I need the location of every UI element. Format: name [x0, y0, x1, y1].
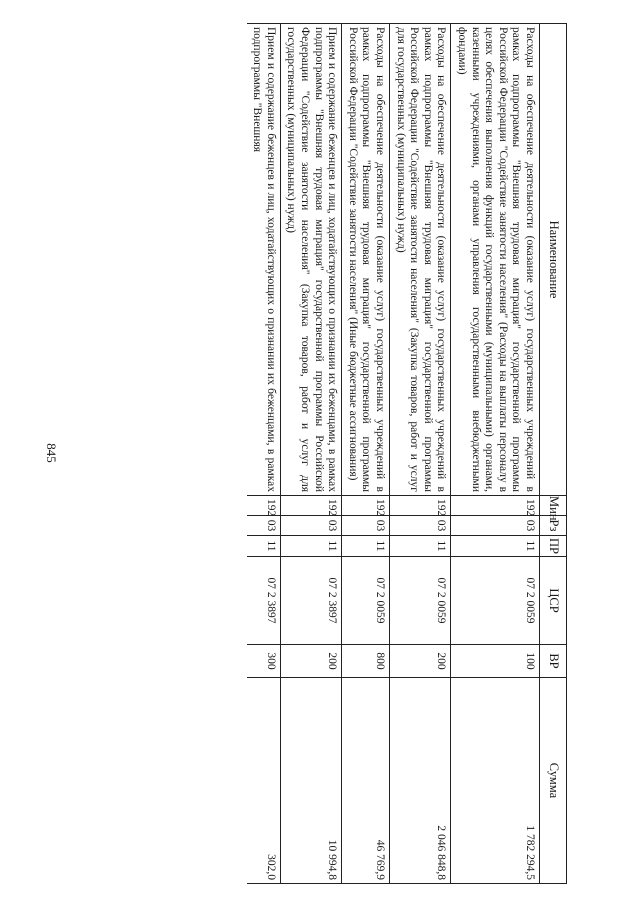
header-name: Наименование: [540, 24, 567, 496]
row-name: Расходы на обеспечение деятельности (оказание услуг) государственных учреждений в рамках подпрограммы "Внешняя трудовая миграция" государственной программы Российской Федерации "Содействие занятости населения" (Закупка товаров, работ и услуг для государственных (муниципальных) нужд): [390, 24, 451, 496]
table-row: [280, 24, 341, 884]
row-pr: 11: [451, 536, 540, 557]
row-csr: 07 2 3897: [247, 557, 281, 645]
row-vr: 300: [247, 645, 281, 678]
header-rz: Рз: [540, 516, 567, 536]
row-min: 192: [390, 496, 451, 516]
row-csr: 07 2 3897: [280, 557, 341, 645]
table-row: [451, 24, 540, 884]
row-sum: 302,0: [247, 678, 281, 884]
row-rz: 03: [247, 516, 281, 536]
budget-table-container: [82, 23, 567, 883]
row-rz: 03: [280, 516, 341, 536]
row-csr: 07 2 0059: [342, 557, 390, 645]
row-min: 192: [247, 496, 281, 516]
row-name: Расходы на обеспечение деятельности (оказание услуг) государственных учреждений в рамках подпрограммы "Внешняя трудовая миграция" государственной программы Российской Федерации "Содействие занятости населения" (Расходы на выплаты персоналу в целях обеспечения выполнения функций государственными (муниципальными) органами, казенными учреждениями, органами управления государственными внебюджетными фондами): [451, 24, 540, 496]
row-rz: 03: [451, 516, 540, 536]
header-pr: ПР: [540, 536, 567, 557]
row-pr: 11: [390, 536, 451, 557]
row-min: 192: [280, 496, 341, 516]
header-vr: ВР: [540, 645, 567, 678]
table-row: [342, 24, 390, 884]
row-name: Расходы на обеспечение деятельности (оказание услуг) государственных учреждений в рамках подпрограммы "Внешняя трудовая миграция" государственной программы Российской Федерации "Содействие занятости населения" (Иные бюджетные ассигнования): [342, 24, 390, 496]
budget-table: [247, 23, 567, 884]
table-row: [247, 24, 281, 884]
row-csr: 07 2 0059: [451, 557, 540, 645]
row-rz: 03: [390, 516, 451, 536]
row-sum: 2 046 848,8: [390, 678, 451, 884]
row-name: Прием и содержание беженцев и лиц, ходатайствующих о признании их беженцами, в рамках подпрограммы "Внешняя: [247, 24, 281, 496]
row-name: Прием и содержание беженцев и лиц, ходатайствующих о признании их беженцами, в рамках подпрограммы "Внешняя трудовая миграция" государственной программы Российской Федерации "Содействие занятости населения" (Закупка товаров, работ и услуг для государственных (муниципальных) нужд): [280, 24, 341, 496]
row-sum: 1 782 294,5: [451, 678, 540, 884]
row-sum: 10 994,8: [280, 678, 341, 884]
row-pr: 11: [342, 536, 390, 557]
row-csr: 07 2 0059: [390, 557, 451, 645]
row-rz: 03: [342, 516, 390, 536]
page-number: 845: [44, 443, 59, 463]
table-header-row: [540, 24, 567, 884]
header-min: Мин: [540, 496, 567, 516]
row-vr: 800: [342, 645, 390, 678]
row-vr: 200: [280, 645, 341, 678]
row-min: 192: [342, 496, 390, 516]
row-vr: 200: [390, 645, 451, 678]
table-row: [390, 24, 451, 884]
header-csr: ЦСР: [540, 557, 567, 645]
row-min: 192: [451, 496, 540, 516]
row-vr: 100: [451, 645, 540, 678]
row-sum: 46 769,9: [342, 678, 390, 884]
header-sum: Сумма: [540, 678, 567, 884]
row-pr: 11: [280, 536, 341, 557]
row-pr: 11: [247, 536, 281, 557]
